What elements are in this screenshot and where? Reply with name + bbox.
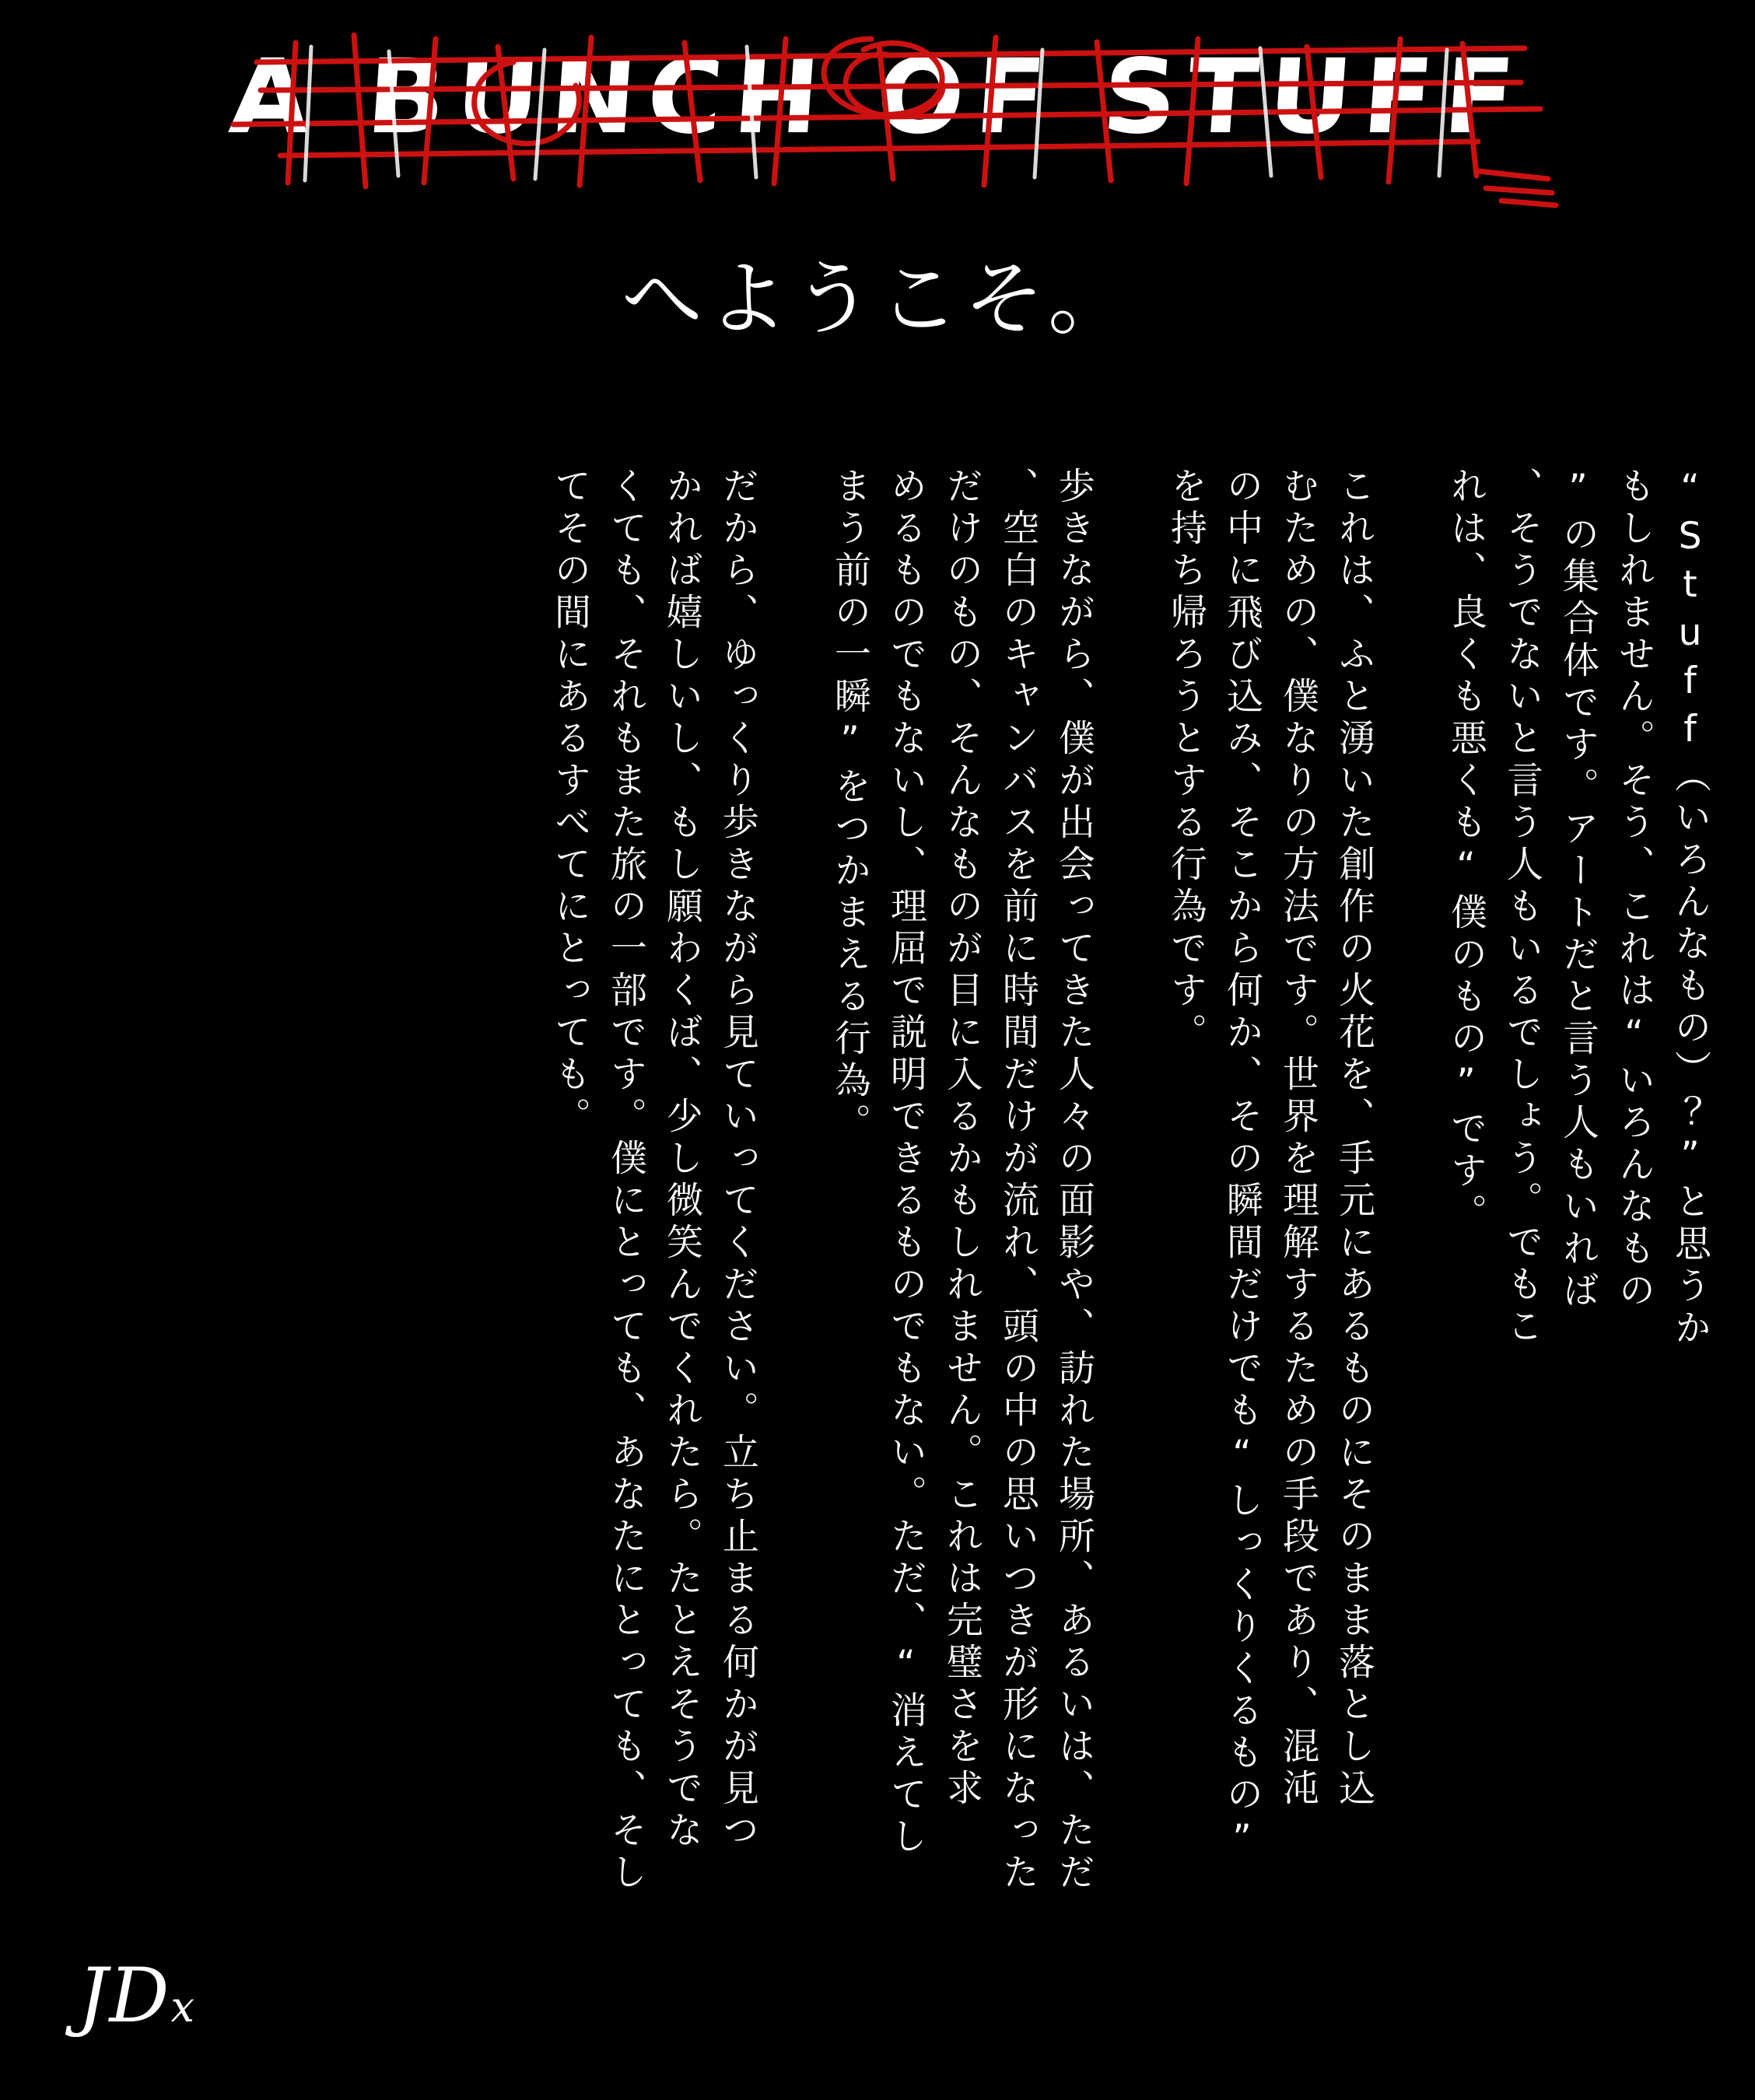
text-column-spacer <box>1092 467 1148 1944</box>
signature-initials: JD <box>78 1952 171 2039</box>
header <box>0 0 1755 404</box>
text-column: てその間にあるすべてにとっても。 <box>548 467 591 1139</box>
text-column: だけのもの、そんなものが目に入るかもしれません。これは完璧さを求 <box>941 467 983 1811</box>
welcome-heading: へようこそ。 <box>622 251 1133 346</box>
text-column: 、空白のキャンバスを前に時間だけが流れ、頭の中の思いつきが形になった <box>997 467 1039 1895</box>
text-column: ”の集合体です。アートだと言う人もいれば <box>1557 467 1599 1313</box>
text-column: 歩きながら、僕が出会ってきた人々の面影や、訪れた場所、あるいは、ただ <box>1053 467 1095 1895</box>
text-column: むための、僕なりの方法です。世界を理解するための手段であり、混沌 <box>1277 467 1319 1811</box>
text-column: くても、それもまた旅の一部です。僕にとっても、あなたにとっても、そし <box>604 467 647 1895</box>
text-column: これは、ふと湧いた創作の火花を、手元にあるものにそのまま落とし込 <box>1333 467 1375 1811</box>
text-column: まう前の一瞬”をつかまえる行為。 <box>828 467 871 1145</box>
logo-title: A BUNCH OF STUFF <box>226 37 1529 157</box>
text-column: かれば嬉しいし、もし願わくば、少し微笑んでくれたら。たとえそうでな <box>660 467 703 1853</box>
body-text-block <box>75 467 1711 1983</box>
text-column: もしれません。そう、これは“いろんなもの <box>1613 467 1655 1313</box>
signature <box>78 1952 196 2039</box>
text-column-spacer <box>1372 467 1428 1944</box>
text-column: だから、ゆっくり歩きながら見ていってください。立ち止まる何かが見つ <box>716 467 759 1853</box>
text-column: の中に飛び込み、そこから何か、その瞬間だけでも“しっくりくるもの” <box>1221 467 1263 1865</box>
signature-mark: x <box>170 1983 196 2032</box>
logo <box>0 16 1755 218</box>
text-column-spacer <box>756 467 812 1944</box>
text-column: “Stuff（いろんなもの）？”と思うか <box>1669 467 1711 1350</box>
text-column: を持ち帰ろうとする行為です。 <box>1165 467 1207 1055</box>
text-column: れは、良くも悪くも“僕のもの”です。 <box>1445 467 1487 1235</box>
text-column: 、そうでないと言う人もいるでしょう。でもこ <box>1501 467 1543 1349</box>
text-column: めるものでもないし、理屈で説明できるものでもない。ただ、“消えてし <box>885 467 927 1859</box>
